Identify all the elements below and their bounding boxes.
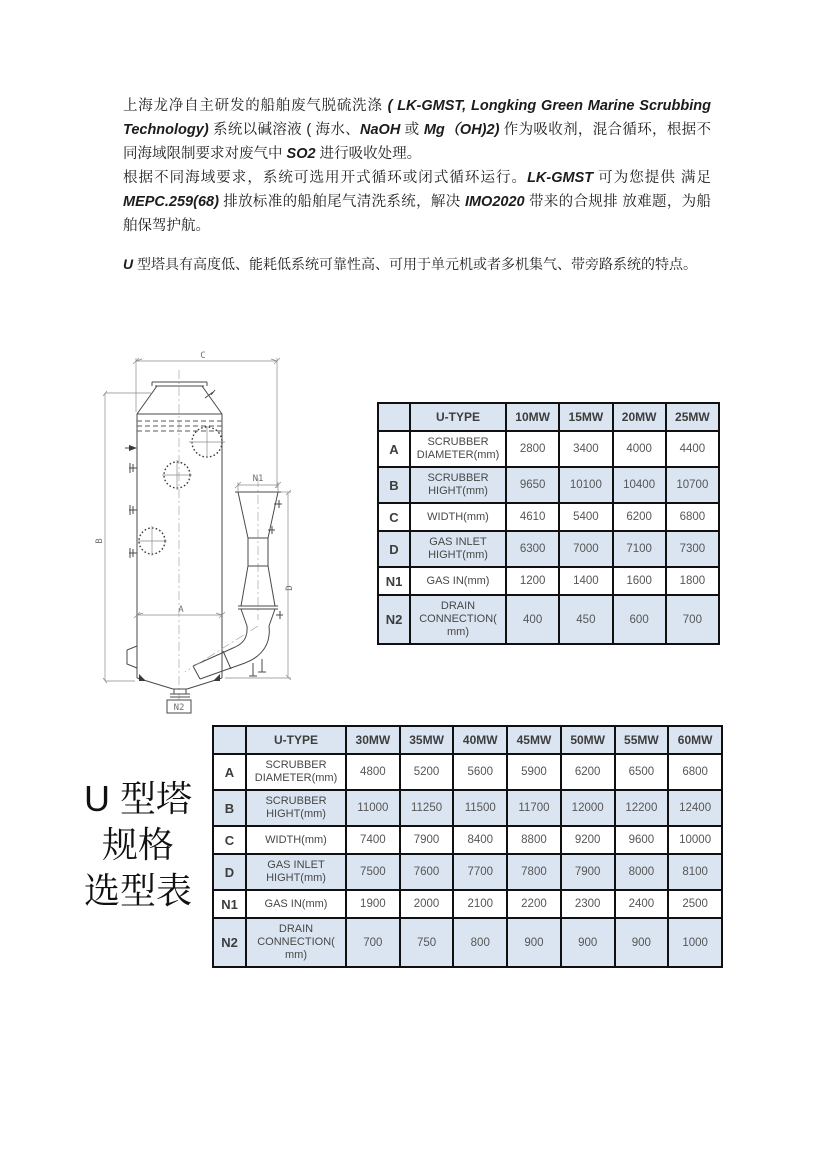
table-cell: 11000 xyxy=(346,790,400,826)
text-segment-en: NaOH xyxy=(360,122,401,138)
table-cell: 8400 xyxy=(453,826,507,854)
table-cell: 12400 xyxy=(668,790,722,826)
table-row xyxy=(213,754,722,790)
text-segment-en: Mg（OH)2) xyxy=(423,122,500,138)
table-cell: 2100 xyxy=(453,890,507,918)
table-cell: 6200 xyxy=(613,503,666,531)
table-row xyxy=(378,467,719,503)
column-header: 10MW xyxy=(506,403,559,431)
table-cell: 7700 xyxy=(453,854,507,890)
column-header xyxy=(378,403,410,431)
table-cell: 3400 xyxy=(559,431,612,467)
column-header: 40MW xyxy=(453,726,507,754)
row-key: D xyxy=(378,531,410,567)
row-key: B xyxy=(378,467,410,503)
table-cell: 7900 xyxy=(561,854,615,890)
dim-label-c: C xyxy=(200,351,206,361)
text-segment-en: MEPC.259(68) xyxy=(123,194,219,210)
paragraph-intro-1 xyxy=(123,94,711,166)
table-cell: 8000 xyxy=(615,854,669,890)
text-segment-cn: 带来的合规排 放难题，为船舶保驾护航。 xyxy=(123,194,711,234)
table-cell: 5900 xyxy=(507,754,561,790)
row-label: WIDTH(mm) xyxy=(246,826,346,854)
table-cell: 7500 xyxy=(346,854,400,890)
table-cell: 7100 xyxy=(613,531,666,567)
table-cell: 5200 xyxy=(400,754,454,790)
table-cell: 1800 xyxy=(666,567,719,595)
side-title-line: U 型塔 xyxy=(83,778,192,819)
dim-label-d: D xyxy=(285,585,295,591)
row-label: SCRUBBER DIAMETER(mm) xyxy=(410,431,506,467)
column-header: 45MW xyxy=(507,726,561,754)
row-key: A xyxy=(213,754,246,790)
table-cell: 9200 xyxy=(561,826,615,854)
table-cell: 5600 xyxy=(453,754,507,790)
u-type-table-10-25mw xyxy=(377,402,720,645)
table-row xyxy=(378,595,719,644)
table-cell: 2300 xyxy=(561,890,615,918)
column-header: 60MW xyxy=(668,726,722,754)
paragraph-intro-2 xyxy=(123,166,711,238)
column-header: 15MW xyxy=(559,403,612,431)
row-key: N2 xyxy=(213,918,246,967)
row-label: SCRUBBER HIGHT(mm) xyxy=(246,790,346,826)
table-cell: 600 xyxy=(613,595,666,644)
scrubber-diagram xyxy=(95,338,395,720)
u-type-table-30-60mw xyxy=(212,725,723,968)
side-title xyxy=(70,776,206,914)
dim-label-n1: N1 xyxy=(252,474,264,484)
table-cell: 7300 xyxy=(666,531,719,567)
row-label: GAS INLET HIGHT(mm) xyxy=(246,854,346,890)
table-cell: 2200 xyxy=(507,890,561,918)
column-header: 25MW xyxy=(666,403,719,431)
table-cell: 5400 xyxy=(559,503,612,531)
table-cell: 10100 xyxy=(559,467,612,503)
table-cell: 700 xyxy=(666,595,719,644)
table-cell: 8100 xyxy=(668,854,722,890)
table-cell: 10000 xyxy=(668,826,722,854)
column-header: U-TYPE xyxy=(410,403,506,431)
row-key: N1 xyxy=(378,567,410,595)
table-cell: 1900 xyxy=(346,890,400,918)
table-cell: 6500 xyxy=(615,754,669,790)
row-key: N2 xyxy=(378,595,410,644)
table-cell: 1600 xyxy=(613,567,666,595)
table-cell: 2400 xyxy=(615,890,669,918)
row-key: C xyxy=(213,826,246,854)
table-row xyxy=(213,826,722,854)
table-cell: 11500 xyxy=(453,790,507,826)
column-header: U-TYPE xyxy=(246,726,346,754)
table-cell: 1400 xyxy=(559,567,612,595)
row-label: DRAIN CONNECTION( mm) xyxy=(410,595,506,644)
table-cell: 11700 xyxy=(507,790,561,826)
paragraph-u-tower-features xyxy=(123,252,711,276)
text-segment-cn: 作为吸收剂，混合循环，根据不同海域限制要求对废气中 xyxy=(123,122,711,162)
row-label: GAS INLET HIGHT(mm) xyxy=(410,531,506,567)
text-segment-en: LK-GMST xyxy=(527,170,594,186)
dim-label-a: A xyxy=(178,605,184,615)
row-key: N1 xyxy=(213,890,246,918)
text-segment-cn: 系统以碱溶液 ( 海水、 xyxy=(213,122,360,138)
table-cell: 12000 xyxy=(561,790,615,826)
table-cell: 6800 xyxy=(668,754,722,790)
text-segment-cn: 根据不同海域要求，系统可选用开式循环或闭式循环运行。 xyxy=(123,170,528,186)
text-segment-cn: 或 xyxy=(400,122,424,138)
table-cell: 750 xyxy=(400,918,454,967)
column-header xyxy=(213,726,246,754)
table-cell: 10400 xyxy=(613,467,666,503)
text-segment-cn: 上海龙净自主研发的船舶废气脱硫洗涤 xyxy=(123,98,388,114)
table-cell: 900 xyxy=(507,918,561,967)
row-label: SCRUBBER DIAMETER(mm) xyxy=(246,754,346,790)
table-cell: 6200 xyxy=(561,754,615,790)
table-cell: 4610 xyxy=(506,503,559,531)
table-row xyxy=(378,503,719,531)
side-title-line: 规格 xyxy=(101,824,174,865)
row-label: GAS IN(mm) xyxy=(410,567,506,595)
table-cell: 900 xyxy=(561,918,615,967)
row-label: DRAIN CONNECTION( mm) xyxy=(246,918,346,967)
table-cell: 4000 xyxy=(613,431,666,467)
table-cell: 2000 xyxy=(400,890,454,918)
table-cell: 800 xyxy=(453,918,507,967)
table-row xyxy=(378,567,719,595)
table-cell: 9600 xyxy=(615,826,669,854)
table-cell: 450 xyxy=(559,595,612,644)
row-label: GAS IN(mm) xyxy=(246,890,346,918)
table-cell: 1200 xyxy=(506,567,559,595)
text-segment-en: IMO2020 xyxy=(464,194,525,210)
table-cell: 12200 xyxy=(615,790,669,826)
text-segment-cn: 可为您提供 满足 xyxy=(593,170,711,186)
table-cell: 400 xyxy=(506,595,559,644)
row-key: D xyxy=(213,854,246,890)
dim-label-b: B xyxy=(95,538,105,544)
text-segment-cn: 型塔具有高度低、能耗低系统可靠性高、可用于单元机或者多机集气、带旁路系统的特点。 xyxy=(133,256,698,272)
table-cell: 9650 xyxy=(506,467,559,503)
column-header: 50MW xyxy=(561,726,615,754)
text-segment-en: ( LK-GMST, Longking Green Marine Scrubbing Technology) xyxy=(123,98,711,138)
table-cell: 7400 xyxy=(346,826,400,854)
table-cell: 4400 xyxy=(666,431,719,467)
table-row xyxy=(213,890,722,918)
row-key: B xyxy=(213,790,246,826)
table-row xyxy=(213,854,722,890)
table-row xyxy=(378,531,719,567)
table-row xyxy=(213,918,722,967)
row-key: A xyxy=(378,431,410,467)
column-header: 30MW xyxy=(346,726,400,754)
table-row xyxy=(378,431,719,467)
table-cell: 2500 xyxy=(668,890,722,918)
table-row xyxy=(213,790,722,826)
table-cell: 7600 xyxy=(400,854,454,890)
table-cell: 900 xyxy=(615,918,669,967)
column-header: 55MW xyxy=(615,726,669,754)
table-cell: 1000 xyxy=(668,918,722,967)
table-cell: 10700 xyxy=(666,467,719,503)
column-header: 35MW xyxy=(400,726,454,754)
intro-text-block xyxy=(123,94,711,276)
text-segment-cn: 排放标准的船舶尾气清洗系统，解决 xyxy=(218,194,465,210)
table-cell: 6300 xyxy=(506,531,559,567)
table-cell: 7900 xyxy=(400,826,454,854)
text-segment-en: U xyxy=(123,256,134,272)
table-cell: 4800 xyxy=(346,754,400,790)
table-cell: 7800 xyxy=(507,854,561,890)
dim-label-n2: N2 xyxy=(173,703,185,713)
table-cell: 6800 xyxy=(666,503,719,531)
table-cell: 11250 xyxy=(400,790,454,826)
table-cell: 8800 xyxy=(507,826,561,854)
row-label: SCRUBBER HIGHT(mm) xyxy=(410,467,506,503)
side-title-line: 选型表 xyxy=(83,870,192,911)
table-cell: 700 xyxy=(346,918,400,967)
table-cell: 7000 xyxy=(559,531,612,567)
text-segment-en: SO2 xyxy=(286,146,316,162)
table-cell: 2800 xyxy=(506,431,559,467)
column-header: 20MW xyxy=(613,403,666,431)
text-segment-cn: 进行吸收处理。 xyxy=(315,146,422,162)
row-key: C xyxy=(378,503,410,531)
row-label: WIDTH(mm) xyxy=(410,503,506,531)
